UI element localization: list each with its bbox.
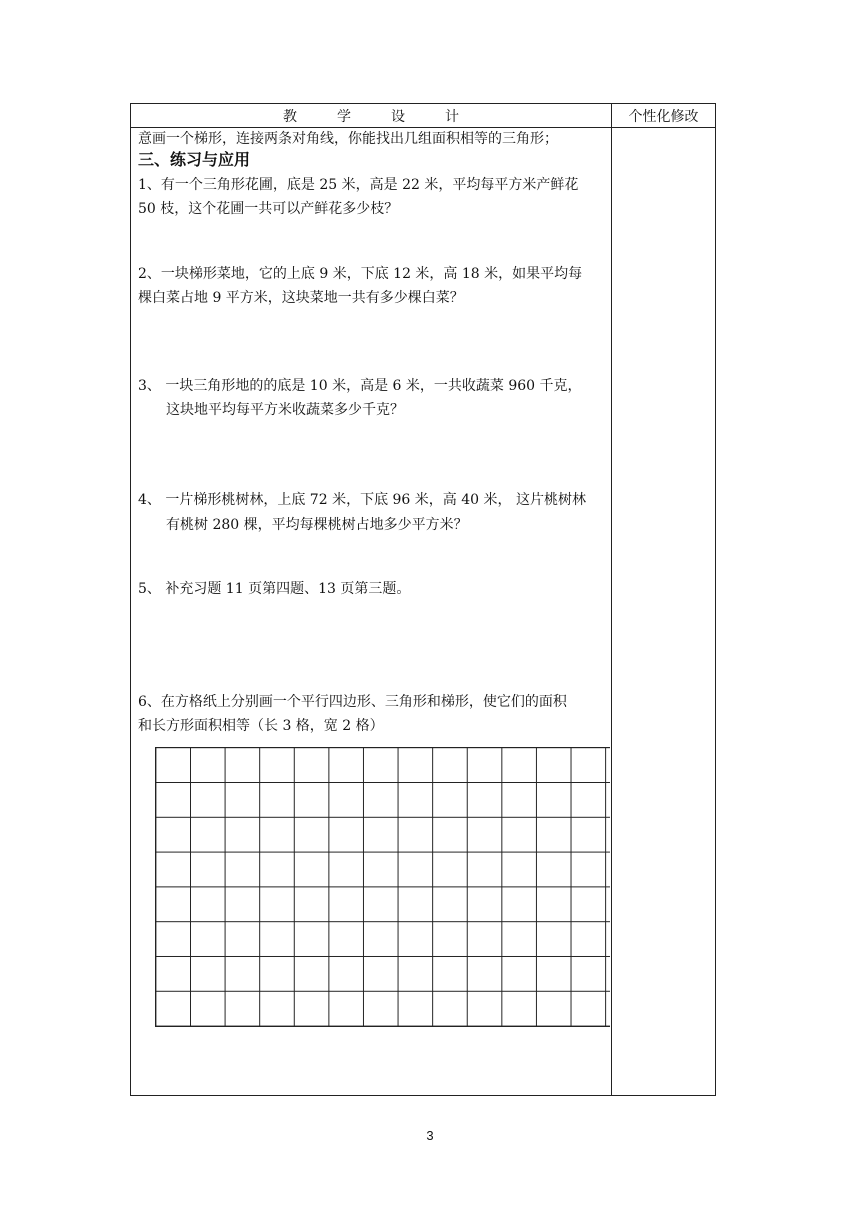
header-char: 设 [391,108,405,125]
problem-2-line-1: 2、一块梯形菜地，它的上底 9 米，下底 12 米，高 18 米，如果平均每 [138,266,583,282]
problem-1-line-2: 50 枝，这个花圃一共可以产鲜花多少枝？ [138,201,399,217]
page-number: 3 [426,1128,434,1143]
problem-4-line-1: 4、 一片梯形桃树林，上底 72 米，下底 96 米，高 40 米， 这片桃树林 [138,492,586,508]
section-title: 三、练习与应用 [138,150,251,169]
problem-6-line-1: 6、在方格纸上分别画一个平行四边形、三角形和梯形，使它们的面积 [138,694,567,710]
header-char: 计 [445,108,459,125]
header-char: 教 [283,108,297,125]
header-personalized-edit: 个性化修改 [628,108,699,125]
grid-paper [155,747,610,1027]
intro-text: 意画一个梯形，连接两条对角线，你能找出几组面积相等的三角形； [138,131,558,147]
header-teaching-design [131,104,611,127]
problem-1-line-1: 1、有一个三角形花圃，底是 25 米，高是 22 米，平均每平方米产鲜花 [138,177,579,193]
column-divider [611,103,612,1096]
header-char: 学 [337,108,351,125]
problem-3-line-1: 3、 一块三角形地的的底是 10 米，高是 6 米，一共收蔬菜 960 千克， [138,378,582,394]
problem-4-line-2: 有桃树 280 棵，平均每棵桃树占地多少平方米？ [166,517,468,533]
problem-2-line-2: 棵白菜占地 9 平方米，这块菜地一共有多少棵白菜？ [138,290,464,306]
problem-3-line-2: 这块地平均每平方米收蔬菜多少千克？ [166,402,404,418]
problem-6-line-2: 和长方形面积相等（长 3 格，宽 2 格） [138,718,384,734]
problem-5: 5、 补充习题 11 页第四题、13 页第三题。 [138,581,411,597]
